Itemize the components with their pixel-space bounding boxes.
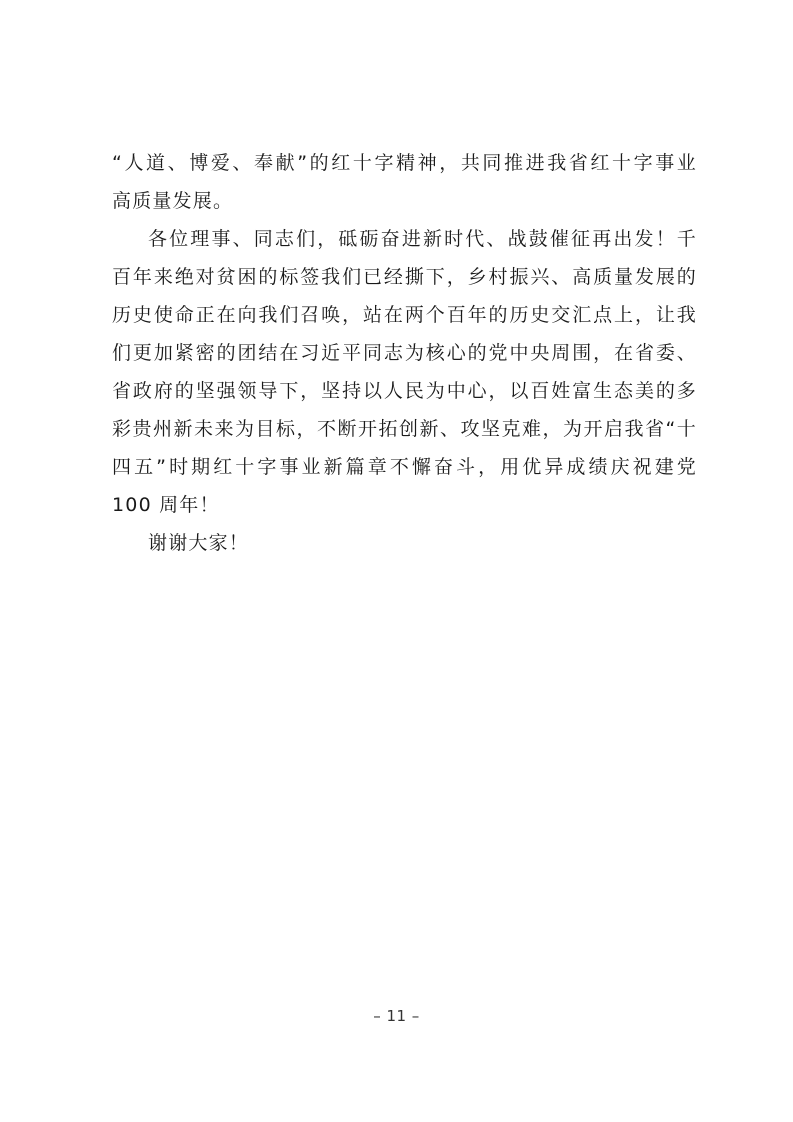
- text-line: 高质量发展。: [112, 190, 234, 212]
- text-line: 谢谢大家！: [148, 532, 250, 554]
- text-line: 四五”时期红十字事业新篇章不懈奋斗，用优异成绩庆祝建党: [112, 456, 697, 478]
- text-line: 省政府的坚强领导下，坚持以人民为中心，以百姓富生态美的多: [112, 380, 697, 402]
- document-body: [112, 144, 697, 562]
- page-number: – 11 –: [373, 1007, 420, 1025]
- text-line: 百年来绝对贫困的标签我们已经撕下，乡村振兴、高质量发展的: [112, 266, 697, 288]
- text-line: 100 周年！: [112, 494, 220, 516]
- text-line: 彩贵州新未来为目标，不断开拓创新、攻坚克难，为开启我省“十: [112, 418, 697, 440]
- text-line: “人道、博爱、奉献”的红十字精神，共同推进我省红十字事业: [112, 152, 697, 174]
- text-line: 们更加紧密的团结在习近平同志为核心的党中央周围，在省委、: [112, 342, 697, 364]
- text-line: 历史使命正在向我们召唤，站在两个百年的历史交汇点上，让我: [112, 304, 697, 326]
- text-line: 各位理事、同志们，砥砺奋进新时代、战鼓催征再出发！千: [148, 228, 697, 250]
